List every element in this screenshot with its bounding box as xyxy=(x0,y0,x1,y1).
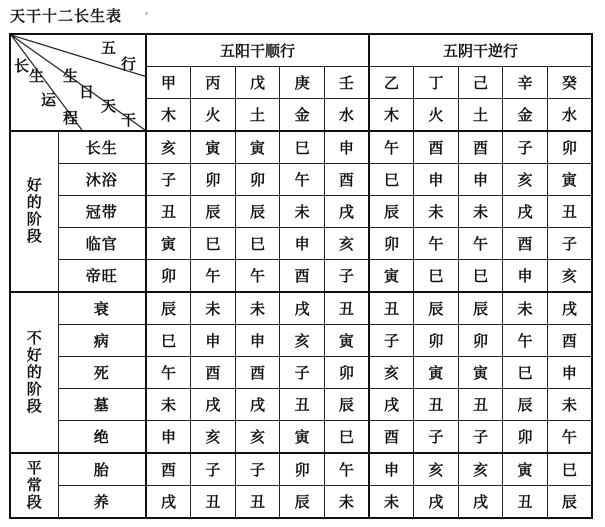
branch-cell: 申 xyxy=(458,163,503,195)
branch-cell: 酉 xyxy=(503,227,548,259)
table-row xyxy=(10,292,592,325)
branch-cell: 酉 xyxy=(414,131,459,164)
branch-cell: 亥 xyxy=(146,131,191,164)
branch-cell: 午 xyxy=(414,227,459,259)
branch-cell: 丑 xyxy=(503,485,548,518)
branch-cell: 午 xyxy=(503,324,548,356)
branch-cell: 丑 xyxy=(146,195,191,227)
group-label: 平常段 xyxy=(24,459,43,511)
table-row xyxy=(10,388,592,420)
title-dot xyxy=(145,12,148,15)
branch-cell: 寅 xyxy=(458,356,503,388)
branch-cell: 戌 xyxy=(547,292,592,325)
branch-cell: 辰 xyxy=(280,485,325,518)
element-cell: 土 xyxy=(458,98,503,131)
stem-cell: 丙 xyxy=(191,67,236,99)
branch-cell: 辰 xyxy=(324,388,369,420)
branch-cell: 午 xyxy=(235,259,280,292)
changsheng-table xyxy=(9,33,593,519)
branch-cell: 申 xyxy=(369,453,414,486)
stem-cell: 甲 xyxy=(146,67,191,99)
stem-cell: 己 xyxy=(458,67,503,99)
branch-cell: 亥 xyxy=(458,453,503,486)
branch-cell: 丑 xyxy=(414,388,459,420)
branch-cell: 卯 xyxy=(458,324,503,356)
element-cell: 金 xyxy=(280,98,325,131)
branch-cell: 未 xyxy=(146,388,191,420)
branch-cell: 辰 xyxy=(146,292,191,325)
branch-cell: 戌 xyxy=(280,292,325,325)
branch-cell: 午 xyxy=(146,356,191,388)
branch-cell: 子 xyxy=(235,453,280,486)
branch-cell: 酉 xyxy=(324,163,369,195)
branch-cell: 亥 xyxy=(191,420,236,453)
branch-cell: 未 xyxy=(235,292,280,325)
phase-label: 绝 xyxy=(58,420,146,453)
branch-cell: 寅 xyxy=(414,356,459,388)
phase-label: 临官 xyxy=(58,227,146,259)
table-row xyxy=(10,131,592,164)
branch-cell: 戌 xyxy=(235,388,280,420)
branch-cell: 戌 xyxy=(369,388,414,420)
phase-label: 胎 xyxy=(58,453,146,486)
branch-cell: 亥 xyxy=(547,259,592,292)
yang-header: 五阳干顺行 xyxy=(146,34,369,67)
table-row xyxy=(10,227,592,259)
stem-cell: 辛 xyxy=(503,67,548,99)
branch-cell: 亥 xyxy=(414,453,459,486)
branch-cell: 子 xyxy=(146,163,191,195)
corner-zhang: 长 xyxy=(14,57,30,75)
branch-cell: 丑 xyxy=(547,195,592,227)
branch-cell: 戌 xyxy=(414,485,459,518)
stem-cell: 壬 xyxy=(324,67,369,99)
phase-label: 帝旺 xyxy=(58,259,146,292)
branch-cell: 未 xyxy=(414,195,459,227)
phase-label: 病 xyxy=(58,324,146,356)
branch-cell: 寅 xyxy=(503,453,548,486)
table-row xyxy=(10,420,592,453)
branch-cell: 酉 xyxy=(146,453,191,486)
branch-cell: 午 xyxy=(547,420,592,453)
branch-cell: 巳 xyxy=(324,420,369,453)
branch-cell: 子 xyxy=(547,227,592,259)
branch-cell: 午 xyxy=(369,131,414,164)
branch-cell: 酉 xyxy=(369,420,414,453)
element-cell: 金 xyxy=(503,98,548,131)
branch-cell: 酉 xyxy=(458,131,503,164)
branch-cell: 卯 xyxy=(235,163,280,195)
corner-gan: 干 xyxy=(121,111,137,129)
branch-cell: 辰 xyxy=(547,485,592,518)
branch-cell: 戌 xyxy=(458,485,503,518)
corner-wu: 五 xyxy=(101,39,117,57)
branch-cell: 午 xyxy=(458,227,503,259)
table-row xyxy=(10,453,592,486)
table-row xyxy=(10,324,592,356)
corner-cheng: 程 xyxy=(63,109,79,127)
group-label: 好的阶段 xyxy=(24,177,43,246)
branch-cell: 寅 xyxy=(146,227,191,259)
branch-cell: 丑 xyxy=(191,485,236,518)
branch-cell: 寅 xyxy=(324,324,369,356)
branch-cell: 巳 xyxy=(503,356,548,388)
branch-cell: 未 xyxy=(369,485,414,518)
branch-cell: 寅 xyxy=(191,131,236,164)
branch-cell: 子 xyxy=(458,420,503,453)
branch-cell: 卯 xyxy=(503,420,548,453)
branch-cell: 戌 xyxy=(324,195,369,227)
branch-cell: 辰 xyxy=(458,292,503,325)
table-row xyxy=(10,485,592,518)
branch-cell: 卯 xyxy=(146,259,191,292)
branch-cell: 未 xyxy=(280,195,325,227)
phase-label: 沐浴 xyxy=(58,163,146,195)
branch-cell: 寅 xyxy=(235,131,280,164)
branch-cell: 申 xyxy=(547,356,592,388)
branch-cell: 寅 xyxy=(369,259,414,292)
phase-label: 长生 xyxy=(58,131,146,164)
branch-cell: 寅 xyxy=(547,163,592,195)
branch-cell: 寅 xyxy=(280,420,325,453)
branch-cell: 丑 xyxy=(280,388,325,420)
branch-cell: 戌 xyxy=(191,388,236,420)
table-row xyxy=(10,356,592,388)
branch-cell: 申 xyxy=(235,324,280,356)
branch-cell: 卯 xyxy=(280,453,325,486)
branch-cell: 酉 xyxy=(280,259,325,292)
corner-sheng-b: 生 xyxy=(63,67,79,85)
element-cell: 土 xyxy=(235,98,280,131)
phase-label: 养 xyxy=(58,485,146,518)
branch-cell: 辰 xyxy=(369,195,414,227)
branch-cell: 亥 xyxy=(324,227,369,259)
branch-cell: 巳 xyxy=(547,453,592,486)
branch-cell: 丑 xyxy=(235,485,280,518)
branch-cell: 辰 xyxy=(191,195,236,227)
corner-yun: 运 xyxy=(41,91,57,109)
branch-cell: 申 xyxy=(414,163,459,195)
branch-cell: 巳 xyxy=(414,259,459,292)
branch-cell: 申 xyxy=(146,420,191,453)
phase-label: 墓 xyxy=(58,388,146,420)
branch-cell: 卯 xyxy=(369,227,414,259)
stem-cell: 戊 xyxy=(235,67,280,99)
branch-cell: 午 xyxy=(191,259,236,292)
phase-label: 冠带 xyxy=(58,195,146,227)
branch-cell: 戌 xyxy=(146,485,191,518)
branch-cell: 酉 xyxy=(235,356,280,388)
stem-cell: 乙 xyxy=(369,67,414,99)
yin-header: 五阴干逆行 xyxy=(369,34,592,67)
branch-cell: 子 xyxy=(503,131,548,164)
branch-cell: 未 xyxy=(458,195,503,227)
branch-cell: 辰 xyxy=(503,388,548,420)
branch-cell: 申 xyxy=(280,227,325,259)
branch-cell: 亥 xyxy=(503,163,548,195)
table-row xyxy=(10,163,592,195)
phase-label: 衰 xyxy=(58,292,146,325)
stem-cell: 庚 xyxy=(280,67,325,99)
corner-ri: 日 xyxy=(79,83,95,101)
stem-cell: 丁 xyxy=(414,67,459,99)
branch-cell: 巳 xyxy=(191,227,236,259)
corner-xing: 行 xyxy=(121,55,137,73)
branch-cell: 子 xyxy=(324,259,369,292)
branch-cell: 子 xyxy=(369,324,414,356)
phase-label: 死 xyxy=(58,356,146,388)
branch-cell: 酉 xyxy=(547,324,592,356)
corner-header xyxy=(10,34,146,131)
branch-cell: 亥 xyxy=(235,420,280,453)
branch-cell: 丑 xyxy=(458,388,503,420)
branch-cell: 辰 xyxy=(414,292,459,325)
branch-cell: 未 xyxy=(324,485,369,518)
element-cell: 木 xyxy=(369,98,414,131)
branch-cell: 卯 xyxy=(547,131,592,164)
branch-cell: 巳 xyxy=(369,163,414,195)
branch-cell: 午 xyxy=(324,453,369,486)
element-cell: 水 xyxy=(324,98,369,131)
element-cell: 水 xyxy=(547,98,592,131)
table-row xyxy=(10,259,592,292)
branch-cell: 卯 xyxy=(191,163,236,195)
element-cell: 木 xyxy=(146,98,191,131)
branch-cell: 子 xyxy=(280,356,325,388)
group-label-cell xyxy=(10,131,58,292)
group-label-cell xyxy=(10,292,58,453)
stem-cell: 癸 xyxy=(547,67,592,99)
branch-cell: 亥 xyxy=(280,324,325,356)
branch-cell: 巳 xyxy=(235,227,280,259)
branch-cell: 丑 xyxy=(369,292,414,325)
branch-cell: 未 xyxy=(191,292,236,325)
element-cell: 火 xyxy=(191,98,236,131)
branch-cell: 巳 xyxy=(458,259,503,292)
corner-sheng-a: 生 xyxy=(29,67,45,85)
branch-cell: 巳 xyxy=(280,131,325,164)
branch-cell: 子 xyxy=(414,420,459,453)
branch-cell: 卯 xyxy=(414,324,459,356)
page-title: 天干十二长生表 xyxy=(10,7,123,25)
branch-cell: 巳 xyxy=(146,324,191,356)
table-row xyxy=(10,195,592,227)
branch-cell: 申 xyxy=(324,131,369,164)
table-container xyxy=(9,33,593,519)
branch-cell: 酉 xyxy=(191,356,236,388)
group-label-cell xyxy=(10,453,58,518)
branch-cell: 卯 xyxy=(324,356,369,388)
element-cell: 火 xyxy=(414,98,459,131)
branch-cell: 申 xyxy=(191,324,236,356)
branch-cell: 辰 xyxy=(235,195,280,227)
branch-cell: 午 xyxy=(280,163,325,195)
branch-cell: 未 xyxy=(503,292,548,325)
branch-cell: 亥 xyxy=(369,356,414,388)
corner-tian: 天 xyxy=(101,97,117,115)
branch-cell: 未 xyxy=(547,388,592,420)
branch-cell: 子 xyxy=(191,453,236,486)
group-label: 不好的阶段 xyxy=(24,329,43,415)
branch-cell: 戌 xyxy=(503,195,548,227)
branch-cell: 丑 xyxy=(324,292,369,325)
branch-cell: 申 xyxy=(503,259,548,292)
